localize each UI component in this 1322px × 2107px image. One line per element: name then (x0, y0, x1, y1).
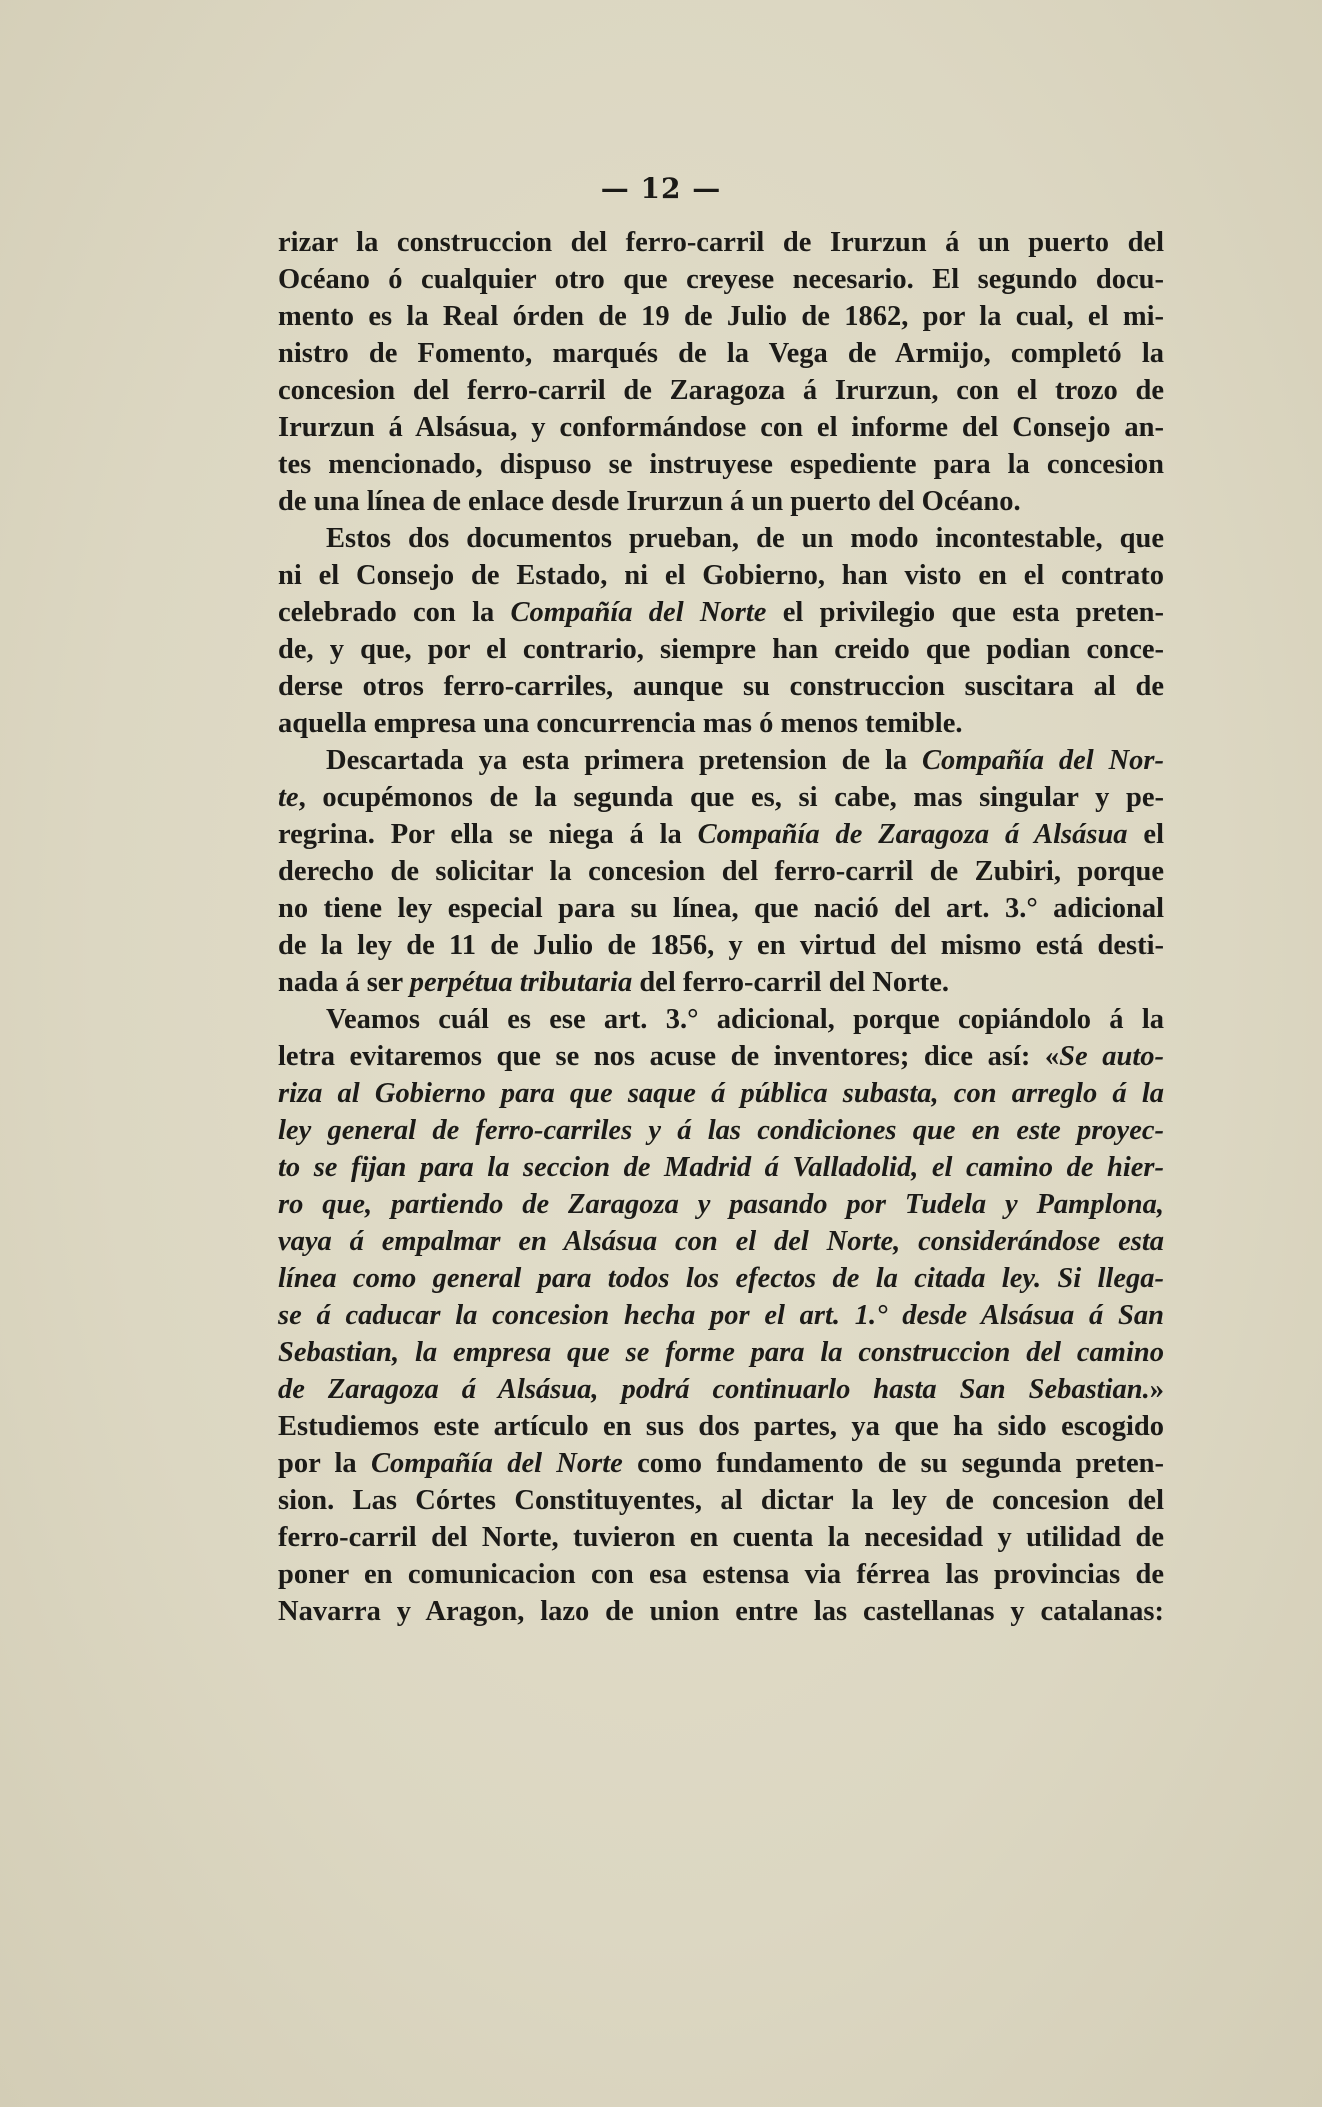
text-segment: rizar la construccion del ferro-carril de Irurzun á un puerto del (278, 227, 1164, 258)
text-line (278, 779, 1164, 816)
text-segment: , ocupémonos de la segunda que es, si cabe, mas singular y pe- (298, 782, 1164, 813)
text-line (278, 520, 1164, 557)
text-line (278, 1223, 1164, 1260)
body-text (278, 224, 1164, 1630)
text-segment: sion. Las Córtes Constituyentes, al dictar la ley de concesion del (278, 1485, 1164, 1516)
text-segment: Descartada ya esta primera pretension de la (326, 745, 923, 776)
text-line (278, 705, 1164, 742)
text-line (278, 1186, 1164, 1223)
text-segment: celebrado con la (278, 597, 511, 628)
page-number: — 12 — (600, 172, 722, 205)
text-line (278, 742, 1164, 779)
text-line (278, 372, 1164, 409)
italic-text: te (278, 782, 299, 813)
text-line (278, 816, 1164, 853)
text-line (278, 224, 1164, 261)
text-segment: Estudiemos este artículo en sus dos partes, ya que ha sido escogido (278, 1411, 1164, 1442)
text-segment: mento es la Real órden de 19 de Julio de 1862, por la cual, el mi- (278, 301, 1164, 332)
text-line (278, 446, 1164, 483)
italic-text: línea como general para todos los efectos de la citada ley. Si llega- (278, 1263, 1164, 1294)
text-segment: Estos dos documentos prueban, de un modo incontestable, que (326, 523, 1164, 554)
text-line (278, 298, 1164, 335)
italic-text: Sebastian, la empresa que se forme para la construccion del camino (278, 1337, 1164, 1368)
text-segment: derecho de solicitar la concesion del ferro-carril de Zubiri, porque (278, 856, 1164, 887)
text-line (278, 853, 1164, 890)
text-line (278, 1260, 1164, 1297)
text-line (278, 1556, 1164, 1593)
text-segment: derse otros ferro-carriles, aunque su construccion suscitara al de (278, 671, 1164, 702)
text-line (278, 1297, 1164, 1334)
text-line (278, 1408, 1164, 1445)
text-segment: tes mencionado, dispuso se instruyese espediente para la concesion (278, 449, 1164, 480)
text-line (278, 409, 1164, 446)
text-line (278, 1038, 1164, 1075)
text-line (278, 1519, 1164, 1556)
text-segment: aquella empresa una concurrencia mas ó menos temible. (278, 708, 963, 739)
text-segment: poner en comunicacion con esa estensa via férrea las provincias de (278, 1559, 1164, 1590)
italic-text: Compañía del Norte (510, 597, 767, 628)
text-line (278, 1482, 1164, 1519)
text-segment: de la ley de 11 de Julio de 1856, y en virtud del mismo está desti- (278, 930, 1164, 961)
text-line (278, 594, 1164, 631)
italic-text: Compañía de Zaragoza á Alsásua (697, 819, 1128, 850)
text-segment: nistro de Fomento, marqués de la Vega de Armijo, completó la (278, 338, 1164, 369)
text-segment: ferro-carril del Norte, tuvieron en cuenta la necesidad y utilidad de (278, 1522, 1164, 1553)
text-line (278, 668, 1164, 705)
text-segment: de una línea de enlace desde Irurzun á un puerto del Océano. (278, 486, 1021, 517)
text-segment: Veamos cuál es ese art. 3.° adicional, porque copiándolo á la (326, 1004, 1164, 1035)
text-segment: Irurzun á Alsásua, y conformándose con el informe del Consejo an- (278, 412, 1164, 443)
text-segment: concesion del ferro-carril de Zaragoza á Irurzun, con el trozo de (278, 375, 1164, 406)
text-segment: letra evitaremos que se nos acuse de inventores; dice así: « (278, 1041, 1060, 1072)
italic-text: Se auto- (1059, 1041, 1164, 1072)
italic-text: Compañía del Norte (370, 1448, 623, 1479)
text-segment: por la (278, 1448, 371, 1479)
italic-text: riza al Gobierno para que saque á pública subasta, con arreglo á la (278, 1078, 1164, 1109)
text-line (278, 631, 1164, 668)
text-segment: Océano ó cualquier otro que creyese necesario. El segundo docu- (278, 264, 1164, 295)
text-segment: nada á ser (278, 967, 410, 998)
text-segment: Navarra y Aragon, lazo de union entre las castellanas y catalanas: (278, 1596, 1164, 1627)
text-line (278, 1371, 1164, 1408)
text-line (278, 890, 1164, 927)
text-segment: el (1127, 819, 1165, 850)
text-line (278, 335, 1164, 372)
text-segment: de, y que, por el contrario, siempre han creido que podian conce- (278, 634, 1164, 665)
text-line (278, 1149, 1164, 1186)
text-line (278, 1001, 1164, 1038)
text-line (278, 927, 1164, 964)
text-line (278, 1593, 1164, 1630)
text-segment: del ferro-carril del Norte. (632, 967, 949, 998)
text-segment: no tiene ley especial para su línea, que nació del art. 3.° adicional (278, 893, 1164, 924)
text-line (278, 1075, 1164, 1112)
text-line (278, 1334, 1164, 1371)
text-line (278, 1112, 1164, 1149)
italic-text: se á caducar la concesion hecha por el art. 1.° desde Alsásua á San (278, 1300, 1164, 1331)
italic-text: ro que, partiendo de Zaragoza y pasando por Tudela y Pamplona, (278, 1189, 1164, 1220)
text-line (278, 261, 1164, 298)
text-segment: ni el Consejo de Estado, ni el Gobierno, han visto en el contrato (278, 560, 1164, 591)
italic-text: perpétua tributaria (409, 967, 633, 998)
text-segment: el privilegio que esta preten- (766, 597, 1164, 628)
text-line (278, 557, 1164, 594)
text-segment: como fundamento de su segunda preten- (622, 1448, 1164, 1479)
italic-text: de Zaragoza á Alsásua, podrá continuarlo hasta San Sebastian. (278, 1374, 1150, 1405)
italic-text: Compañía del Nor- (922, 745, 1164, 776)
text-segment: » (1149, 1374, 1164, 1405)
italic-text: to se fijan para la seccion de Madrid á Valladolid, el camino de hier- (278, 1152, 1164, 1183)
text-line (278, 483, 1164, 520)
text-line (278, 1445, 1164, 1482)
italic-text: ley general de ferro-carriles y á las condiciones que en este proyec- (278, 1115, 1164, 1146)
text-line (278, 964, 1164, 1001)
italic-text: vaya á empalmar en Alsásua con el del Norte, considerándose esta (278, 1226, 1164, 1257)
text-segment: regrina. Por ella se niega á la (278, 819, 698, 850)
